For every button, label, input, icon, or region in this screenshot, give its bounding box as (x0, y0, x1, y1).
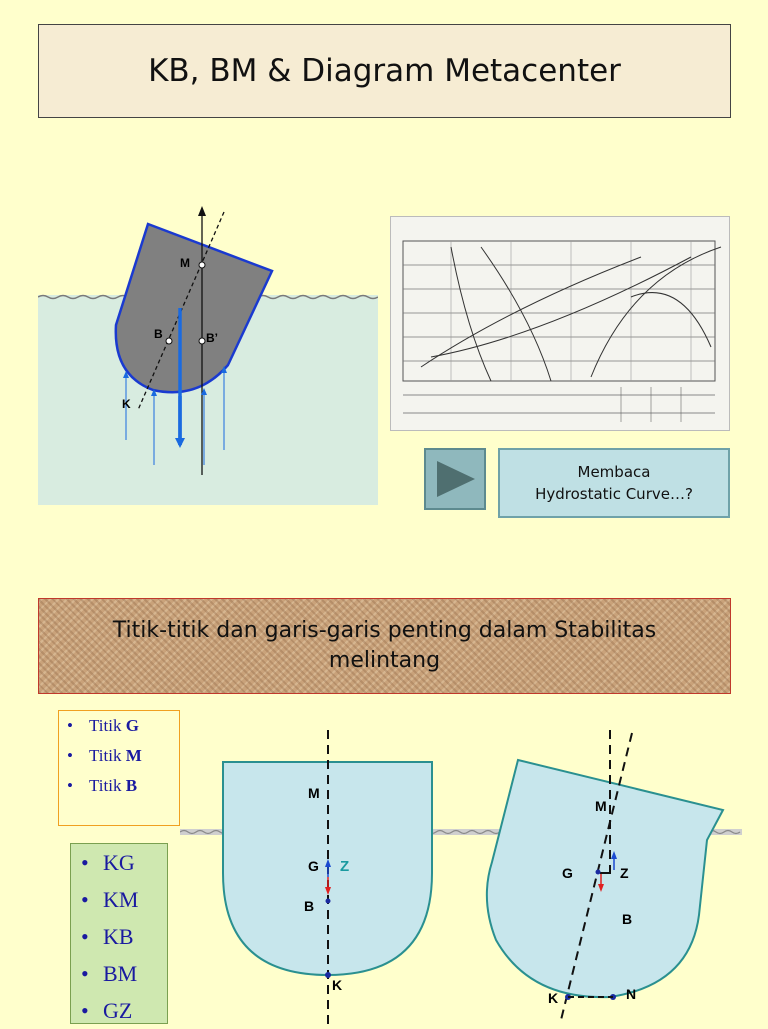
label-m: M (308, 785, 320, 801)
play-icon (433, 459, 477, 499)
read-hydrostatic-curve-label: Membaca Hydrostatic Curve…? (535, 463, 693, 503)
read-hydrostatic-curve-button[interactable] (498, 448, 730, 518)
play-button[interactable] (424, 448, 486, 510)
list-item: • KM (81, 887, 139, 912)
label-b: B (304, 898, 315, 914)
label-b: B (622, 911, 633, 927)
section-heading: Titik-titik dan garis-garis penting dalam Stabilitas melintang (112, 618, 657, 673)
point-k (325, 972, 331, 978)
page-title-box (38, 24, 731, 118)
section-heading-box (38, 598, 731, 694)
label-k: K (122, 397, 131, 411)
points-list (59, 711, 179, 801)
hydrostatic-curve-sketch (391, 217, 729, 430)
list-item: • KB (81, 924, 134, 949)
label-m: M (180, 256, 190, 270)
label-m: M (595, 798, 607, 814)
heeled-ship-hull (487, 760, 723, 997)
point-b (326, 899, 331, 904)
page-title: KB, BM & Diagram Metacenter (148, 53, 621, 89)
label-n: N (626, 986, 637, 1002)
label-b-prime: B’ (206, 331, 218, 345)
list-item: • Titik B (67, 776, 138, 795)
list-item: • KG (81, 850, 135, 875)
lines-list-box (70, 843, 168, 1024)
heel-buoyancy-diagram (38, 200, 378, 510)
list-item: • BM (81, 961, 138, 986)
hydrostatic-curve-image (390, 216, 730, 431)
list-item: • Titik G (67, 716, 139, 735)
label-g: G (562, 865, 573, 881)
points-list-box (58, 710, 180, 826)
point-b (166, 338, 172, 344)
lines-list (71, 844, 167, 1029)
ship-stability-diagrams (180, 725, 750, 1024)
label-k: K (332, 977, 343, 993)
label-g: G (308, 858, 319, 874)
point-b-prime (199, 338, 205, 344)
label-z: Z (620, 865, 629, 881)
point-m (199, 262, 205, 268)
list-item: • GZ (81, 998, 133, 1023)
list-item: • Titik M (67, 746, 142, 765)
point-g (596, 870, 601, 875)
arrow-up-icon (198, 206, 206, 216)
label-b: B (154, 327, 163, 341)
label-k: K (548, 990, 559, 1006)
label-z: Z (340, 858, 350, 875)
